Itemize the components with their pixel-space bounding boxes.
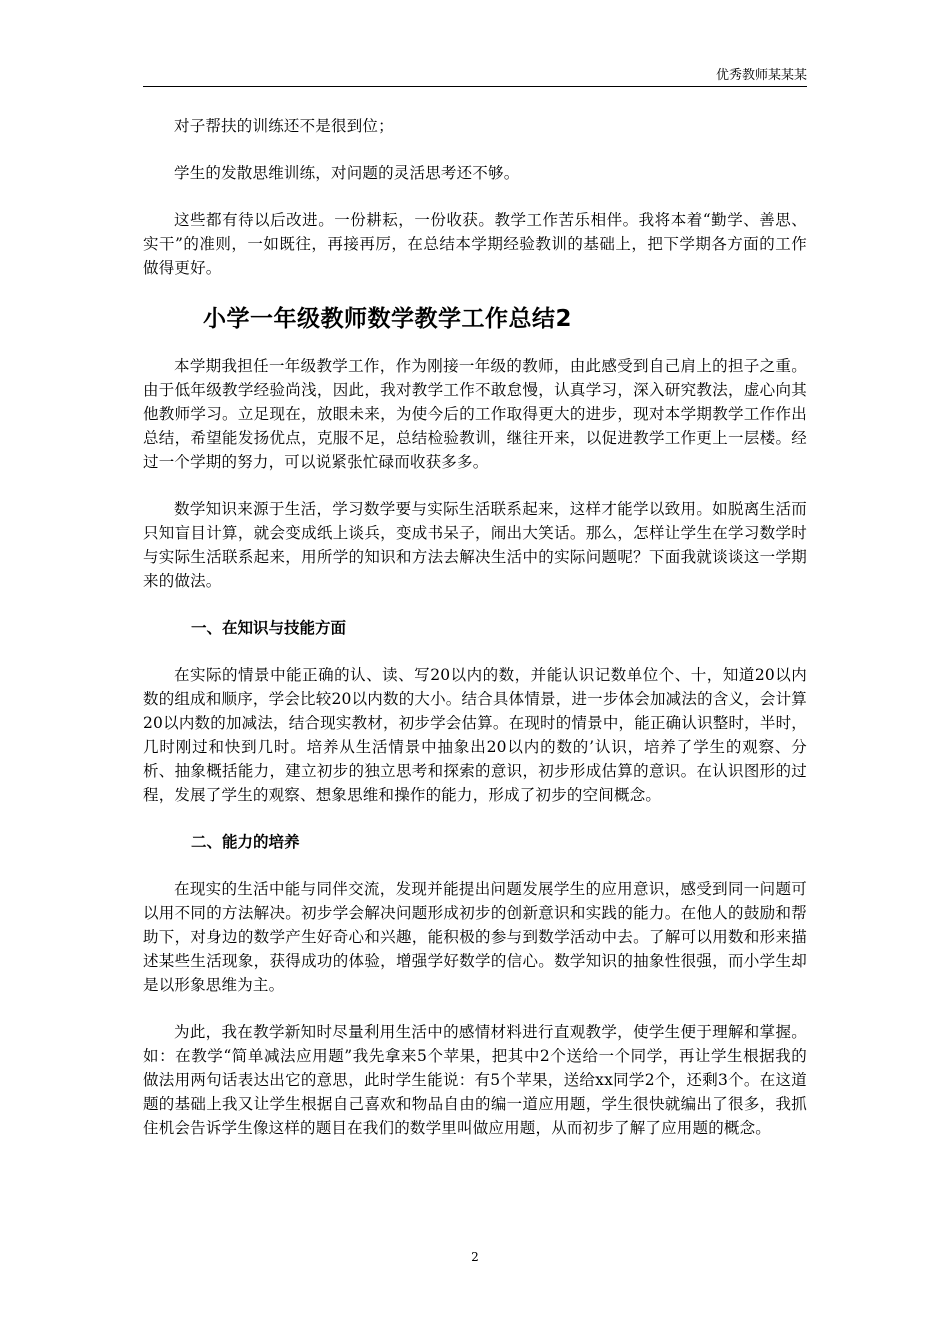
document-title: 小学一年级教师数学教学工作总结2 [203, 306, 573, 332]
paragraph: 对子帮扶的训练还不是很到位； [174, 117, 394, 135]
page-header [143, 60, 807, 87]
paragraph: 学生的发散思维训练，对问题的灵活思考还不够。 [174, 164, 520, 182]
page-number: 2 [471, 1250, 479, 1264]
section-paragraph: 在实际的情景中能正确的认、读、写20以内的数，并能认识记数单位个、十，知道20以内数的组成和顺序，学会比较20以内数的大小。结合具体情景，进一步体会加减法的含义，会计算20以内数的加减法，结合现实教材，初步学会估算。在现时的情景中，能正确认识整时，半时，几时刚过和快到几时。培养从生活情景中抽象出20以内的数的’认识，培养了学生的观察、分析、抽象概括能力，建立初步的独立思考和探索的意识，初步形成估算的意识。在认识图形的过程，发展了学生的观察、想象思维和操作的能力，形成了初步的空间概念。 [143, 666, 807, 804]
section-heading-knowledge: 一、在知识与技能方面 [191, 619, 347, 637]
section-paragraph: 为此，我在教学新知时尽量利用生活中的感情材料进行直观教学，使学生便于理解和掌握。如：在教学“简单减法应用题”我先拿来5个苹果，把其中2个送给一个同学，再让学生根据我的做法用两句话表达出它的意思，此时学生能说：有5个苹果，送给xx同学2个，还剩3个。在这道题的基础上我又让学生根据自己喜欢和物品自由的编一道应用题，学生很快就编出了很多，我抓住机会告诉学生像这样的题目在我们的数学里叫做应用题，从而初步了解了应用题的概念。 [143, 1023, 807, 1137]
section-heading-ability: 二、能力的培养 [191, 833, 300, 851]
intro-paragraph: 数学知识来源于生活，学习数学要与实际生活联系起来，这样才能学以致用。如脱离生活而只知盲目计算，就会变成纸上谈兵，变成书呆子，闹出大笑话。那么，怎样让学生在学习数学时与实际生活联系起来，用所学的知识和方法去解决生活中的实际问题呢？下面我就谈谈这一学期来的做法。 [143, 500, 807, 590]
paragraph: 这些都有待以后改进。一份耕耘，一份收获。教学工作苦乐相伴。我将本着“勤学、善思、实干”的准则，一如既往，再接再厉，在总结本学期经验教训的基础上，把下学期各方面的工作做得更好。 [143, 211, 807, 277]
intro-paragraph: 本学期我担任一年级教学工作，作为刚接一年级的教师，由此感受到自己肩上的担子之重。由于低年级教学经验尚浅，因此，我对教学工作不敢怠慢，认真学习，深入研究教法，虚心向其他教师学习。立足现在，放眼未来，为使今后的工作取得更大的进步，现对本学期教学工作作出总结，希望能发扬优点，克服不足，总结检验教训，继往开来，以促进教学工作更上一层楼。经过一个学期的努力，可以说紧张忙碌而收获多多。 [143, 357, 807, 471]
section-paragraph: 在现实的生活中能与同伴交流，发现并能提出问题发展学生的应用意识，感受到同一问题可以用不同的方法解决。初步学会解决问题形成初步的创新意识和实践的能力。在他人的鼓励和帮助下，对身边的数学产生好奇心和兴趣，能积极的参与到数学活动中去。了解可以用数和形来描述某些生活现象，获得成功的体验，增强学好数学的信心。数学知识的抽象性很强，而小学生却是以形象思维为主。 [143, 880, 807, 994]
document-body [143, 114, 807, 1163]
header-author: 优秀教师某某某 [715, 68, 807, 83]
